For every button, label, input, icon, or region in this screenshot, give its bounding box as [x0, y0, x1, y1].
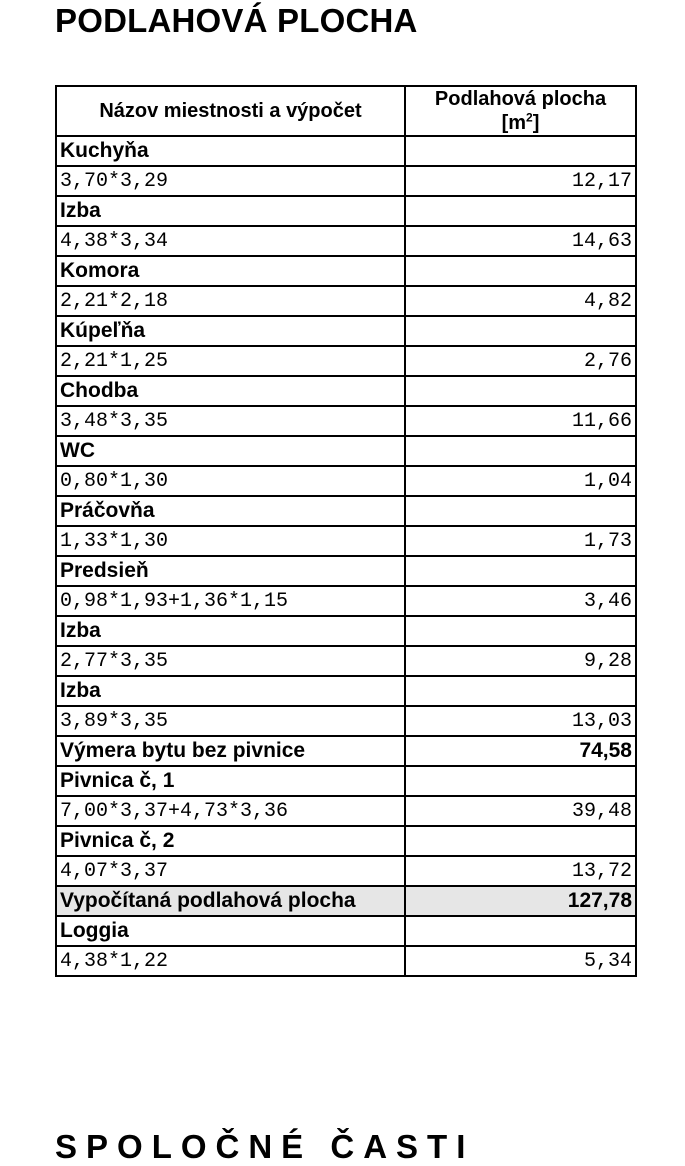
area-formula: 3,89*3,35: [56, 706, 405, 736]
room-name: Práčovňa: [56, 496, 405, 526]
room-area-empty: [405, 826, 636, 856]
calculation-row: [56, 586, 636, 616]
room-area-empty: [405, 256, 636, 286]
room-row: [56, 916, 636, 946]
area-formula: 0,98*1,93+1,36*1,15: [56, 586, 405, 616]
area-value: 13,72: [405, 856, 636, 886]
room-name: Kuchyňa: [56, 136, 405, 166]
room-area-empty: [405, 196, 636, 226]
area-formula: 4,38*1,22: [56, 946, 405, 976]
calculation-row: [56, 346, 636, 376]
room-row: [56, 766, 636, 796]
room-row: [56, 256, 636, 286]
calculation-row: [56, 706, 636, 736]
calculation-row: [56, 796, 636, 826]
area-formula: 0,80*1,30: [56, 466, 405, 496]
area-formula: 7,00*3,37+4,73*3,36: [56, 796, 405, 826]
calculation-row: [56, 406, 636, 436]
area-value: 2,76: [405, 346, 636, 376]
room-area-empty: [405, 556, 636, 586]
room-area-empty: [405, 376, 636, 406]
area-value: 9,28: [405, 646, 636, 676]
calculation-row: [56, 526, 636, 556]
table-header-row: [56, 86, 636, 136]
room-name: Kúpeľňa: [56, 316, 405, 346]
room-name: Predsieň: [56, 556, 405, 586]
room-area-empty: [405, 436, 636, 466]
area-formula: 2,21*2,18: [56, 286, 405, 316]
area-value: 1,73: [405, 526, 636, 556]
room-name: Pivnica č, 1: [56, 766, 405, 796]
room-area-empty: [405, 316, 636, 346]
total-value: 74,58: [405, 736, 636, 766]
area-value: 11,66: [405, 406, 636, 436]
room-row: [56, 826, 636, 856]
room-name: Izba: [56, 616, 405, 646]
area-value: 39,48: [405, 796, 636, 826]
room-name: Komora: [56, 256, 405, 286]
room-name: Chodba: [56, 376, 405, 406]
room-row: [56, 556, 636, 586]
room-row: [56, 136, 636, 166]
room-name: Izba: [56, 196, 405, 226]
total-row: [56, 736, 636, 766]
room-name: Pivnica č, 2: [56, 826, 405, 856]
room-row: [56, 616, 636, 646]
room-row: [56, 196, 636, 226]
calculation-row: [56, 946, 636, 976]
room-row: [56, 496, 636, 526]
room-name: Izba: [56, 676, 405, 706]
room-area-empty: [405, 136, 636, 166]
room-area-empty: [405, 616, 636, 646]
room-area-empty: [405, 496, 636, 526]
table-body: [56, 136, 636, 976]
calculation-row: [56, 166, 636, 196]
room-row: [56, 436, 636, 466]
calculation-row: [56, 646, 636, 676]
area-formula: 4,07*3,37: [56, 856, 405, 886]
room-name: Loggia: [56, 916, 405, 946]
area-formula: 3,70*3,29: [56, 166, 405, 196]
total-row: [56, 886, 636, 916]
room-row: [56, 676, 636, 706]
area-formula: 1,33*1,30: [56, 526, 405, 556]
header-room-name: Názov miestnosti a výpočet: [56, 86, 405, 136]
room-row: [56, 316, 636, 346]
room-row: [56, 376, 636, 406]
area-formula: 2,77*3,35: [56, 646, 405, 676]
floor-area-table: [55, 85, 637, 977]
area-value: 14,63: [405, 226, 636, 256]
room-area-empty: [405, 766, 636, 796]
header-floor-area-label: Podlahová plocha: [434, 88, 607, 110]
area-value: 12,17: [405, 166, 636, 196]
header-unit: $[m^2]$: [501, 110, 540, 134]
next-section-title: SPOLOČNÉ ČASTI: [55, 1128, 475, 1165]
area-value: 13,03: [405, 706, 636, 736]
total-label: Výmera bytu bez pivnice: [56, 736, 405, 766]
calculation-row: [56, 226, 636, 256]
area-formula: 2,21*1,25: [56, 346, 405, 376]
calculation-row: [56, 856, 636, 886]
room-area-empty: [405, 676, 636, 706]
area-value: 1,04: [405, 466, 636, 496]
header-floor-area: [405, 86, 636, 136]
area-formula: 3,48*3,35: [56, 406, 405, 436]
area-formula: 4,38*3,34: [56, 226, 405, 256]
total-value: 127,78: [405, 886, 636, 916]
area-value: 4,82: [405, 286, 636, 316]
area-value: 5,34: [405, 946, 636, 976]
calculation-row: [56, 466, 636, 496]
area-value: 3,46: [405, 586, 636, 616]
total-label: Vypočítaná podlahová plocha: [56, 886, 405, 916]
page-title: PODLAHOVÁ PLOCHA: [55, 2, 418, 39]
room-name: WC: [56, 436, 405, 466]
calculation-row: [56, 286, 636, 316]
room-area-empty: [405, 916, 636, 946]
